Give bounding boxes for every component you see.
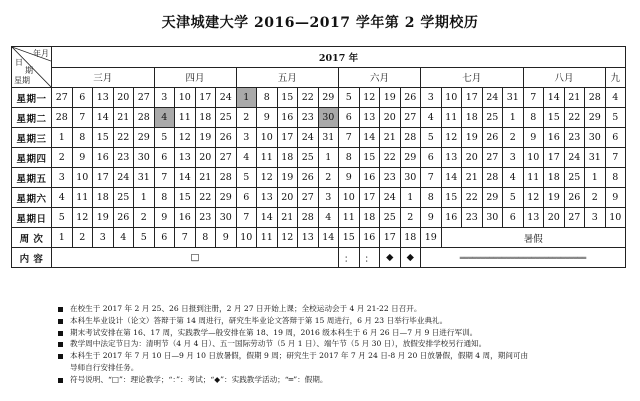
day-cell: 4 bbox=[318, 208, 339, 228]
day-cell: 1 bbox=[585, 168, 606, 188]
day-cell: 28 bbox=[482, 168, 503, 188]
day-cell: 6 bbox=[154, 148, 175, 168]
page-title: 天津城建大学 2016—2017 学年第 2 学期校历 bbox=[161, 15, 479, 31]
day-cell: 8 bbox=[605, 168, 626, 188]
year-header: 2017 年 bbox=[52, 47, 626, 68]
day-cell: 20 bbox=[195, 148, 216, 168]
day-cell: 8 bbox=[421, 188, 442, 208]
day-cell: 18 bbox=[93, 188, 114, 208]
day-cell: 27 bbox=[52, 88, 73, 108]
content-row bbox=[12, 248, 626, 268]
day-cell: 31 bbox=[503, 88, 524, 108]
day-cell: 2 bbox=[52, 148, 73, 168]
day-cell: 3 bbox=[52, 168, 73, 188]
day-cell: 5 bbox=[52, 208, 73, 228]
day-cell: 15 bbox=[277, 88, 298, 108]
day-cell: 14 bbox=[544, 88, 565, 108]
week-number: 5 bbox=[134, 228, 155, 248]
day-cell: 26 bbox=[564, 188, 585, 208]
week-number: 3 bbox=[93, 228, 114, 248]
day-cell: 12 bbox=[441, 128, 462, 148]
day-cell: 30 bbox=[482, 208, 503, 228]
day-cell: 22 bbox=[113, 128, 134, 148]
day-cell: 12 bbox=[72, 208, 93, 228]
week-number: 9 bbox=[216, 228, 237, 248]
day-cell: 4 bbox=[236, 148, 257, 168]
week-number: 14 bbox=[318, 228, 339, 248]
day-cell: 30 bbox=[216, 208, 237, 228]
day-cell: 16 bbox=[277, 108, 298, 128]
day-cell: 21 bbox=[113, 108, 134, 128]
day-cell: 9 bbox=[154, 208, 175, 228]
day-cell: 10 bbox=[523, 148, 544, 168]
corner-day-label: 日 bbox=[15, 58, 23, 67]
day-cell: 14 bbox=[257, 208, 278, 228]
day-cell: 27 bbox=[216, 148, 237, 168]
month-header: 四月 bbox=[154, 67, 236, 88]
day-cell: 29 bbox=[318, 88, 339, 108]
day-cell: 11 bbox=[257, 148, 278, 168]
week-number: 12 bbox=[277, 228, 298, 248]
day-cell: 2 bbox=[134, 208, 155, 228]
day-cell: 26 bbox=[482, 128, 503, 148]
day-cell: 6 bbox=[605, 128, 626, 148]
week-number: 17 bbox=[380, 228, 401, 248]
day-cell: 26 bbox=[216, 128, 237, 148]
day-cell: 14 bbox=[93, 108, 114, 128]
weekday-row bbox=[12, 208, 626, 228]
day-cell: 24 bbox=[113, 168, 134, 188]
day-cell: 27 bbox=[298, 188, 319, 208]
day-cell: 17 bbox=[93, 168, 114, 188]
day-cell: 9 bbox=[257, 108, 278, 128]
weekday-label: 星期六 bbox=[12, 188, 52, 208]
exam-mark: ： bbox=[359, 248, 380, 268]
day-cell: 3 bbox=[421, 88, 442, 108]
day-cell: 23 bbox=[380, 168, 401, 188]
day-cell: 28 bbox=[400, 128, 421, 148]
day-cell: 21 bbox=[277, 208, 298, 228]
day-cell: 24 bbox=[482, 88, 503, 108]
day-cell: 7 bbox=[421, 168, 442, 188]
week-number: 13 bbox=[298, 228, 319, 248]
day-cell: 2 bbox=[400, 208, 421, 228]
day-cell: 6 bbox=[421, 148, 442, 168]
day-cell: 18 bbox=[195, 108, 216, 128]
week-number: 1 bbox=[52, 228, 73, 248]
day-cell: 9 bbox=[523, 128, 544, 148]
day-cell: 11 bbox=[339, 208, 360, 228]
day-cell: 3 bbox=[318, 188, 339, 208]
day-cell: 17 bbox=[359, 188, 380, 208]
week-row bbox=[12, 228, 626, 248]
day-cell: 18 bbox=[544, 168, 565, 188]
day-cell: 12 bbox=[359, 88, 380, 108]
day-cell: 20 bbox=[277, 188, 298, 208]
exam-mark: ： bbox=[339, 248, 360, 268]
day-cell: 22 bbox=[462, 188, 483, 208]
day-cell: 18 bbox=[277, 148, 298, 168]
teaching-mark: □ bbox=[52, 248, 339, 268]
day-cell: 16 bbox=[359, 168, 380, 188]
day-cell: 1 bbox=[52, 128, 73, 148]
day-cell: 15 bbox=[441, 188, 462, 208]
day-cell: 29 bbox=[134, 128, 155, 148]
day-cell: 13 bbox=[441, 148, 462, 168]
day-cell: 19 bbox=[380, 88, 401, 108]
day-cell: 7 bbox=[523, 88, 544, 108]
day-cell: 17 bbox=[462, 88, 483, 108]
day-cell: 23 bbox=[462, 208, 483, 228]
day-cell: 19 bbox=[93, 208, 114, 228]
day-cell: 10 bbox=[339, 188, 360, 208]
day-cell: 4 bbox=[154, 108, 175, 128]
weekday-row bbox=[12, 168, 626, 188]
day-cell: 25 bbox=[216, 108, 237, 128]
day-cell: 2 bbox=[503, 128, 524, 148]
note-item: 教学周中法定节日为：清明节（4 月 4 日）、五一国际劳动节（5 月 1 日）、端午节（5 月 30 日），放假安排学校另行通知。 bbox=[58, 338, 618, 350]
day-cell: 18 bbox=[359, 208, 380, 228]
day-cell: 3 bbox=[585, 208, 606, 228]
day-cell: 5 bbox=[236, 168, 257, 188]
day-cell: 24 bbox=[298, 128, 319, 148]
week-number: 15 bbox=[339, 228, 360, 248]
weekday-label: 星期一 bbox=[12, 88, 52, 108]
day-cell: 30 bbox=[585, 128, 606, 148]
day-cell: 28 bbox=[298, 208, 319, 228]
day-cell: 13 bbox=[359, 108, 380, 128]
day-cell: 28 bbox=[52, 108, 73, 128]
day-cell: 13 bbox=[93, 88, 114, 108]
day-cell: 5 bbox=[339, 88, 360, 108]
day-cell: 14 bbox=[359, 128, 380, 148]
day-cell: 17 bbox=[544, 148, 565, 168]
day-cell: 4 bbox=[605, 88, 626, 108]
weekday-label: 星期五 bbox=[12, 168, 52, 188]
day-cell: 1 bbox=[400, 188, 421, 208]
day-cell: 29 bbox=[585, 108, 606, 128]
day-cell: 4 bbox=[421, 108, 442, 128]
day-cell: 13 bbox=[257, 188, 278, 208]
day-cell: 5 bbox=[503, 188, 524, 208]
day-cell: 31 bbox=[318, 128, 339, 148]
day-cell: 13 bbox=[523, 208, 544, 228]
day-cell: 27 bbox=[134, 88, 155, 108]
day-cell: 12 bbox=[175, 128, 196, 148]
day-cell: 26 bbox=[298, 168, 319, 188]
day-cell: 15 bbox=[93, 128, 114, 148]
day-cell: 1 bbox=[318, 148, 339, 168]
day-cell: 23 bbox=[564, 128, 585, 148]
day-cell: 3 bbox=[503, 148, 524, 168]
weekday-row bbox=[12, 148, 626, 168]
weekday-label: 星期二 bbox=[12, 108, 52, 128]
day-cell: 3 bbox=[154, 88, 175, 108]
practice-mark: ◆ bbox=[380, 248, 401, 268]
day-grid bbox=[12, 88, 626, 228]
day-cell: 6 bbox=[72, 88, 93, 108]
month-header: 六月 bbox=[339, 67, 421, 88]
day-cell: 16 bbox=[175, 208, 196, 228]
day-cell: 10 bbox=[605, 208, 626, 228]
day-cell: 6 bbox=[503, 208, 524, 228]
day-cell: 24 bbox=[564, 148, 585, 168]
day-cell: 30 bbox=[400, 168, 421, 188]
day-cell: 3 bbox=[236, 128, 257, 148]
day-cell: 1 bbox=[134, 188, 155, 208]
day-cell: 25 bbox=[482, 108, 503, 128]
day-cell: 2 bbox=[236, 108, 257, 128]
table-corner bbox=[12, 47, 52, 88]
note-item: 在校生于 2017 年 2 月 25、26 日报到注册，2 月 27 日开始上课；全校运动会于 4 月 21-22 日召开。 bbox=[58, 303, 618, 315]
day-cell: 7 bbox=[236, 208, 257, 228]
day-cell: 22 bbox=[564, 108, 585, 128]
day-cell: 7 bbox=[605, 148, 626, 168]
day-cell: 11 bbox=[72, 188, 93, 208]
day-cell: 20 bbox=[544, 208, 565, 228]
day-cell: 11 bbox=[523, 168, 544, 188]
day-cell: 11 bbox=[441, 108, 462, 128]
month-header: 七月 bbox=[421, 67, 524, 88]
weekday-row bbox=[12, 128, 626, 148]
vacation-label: 暑假 bbox=[441, 228, 626, 248]
notes-section bbox=[58, 303, 618, 386]
week-number: 18 bbox=[400, 228, 421, 248]
day-cell: 8 bbox=[72, 128, 93, 148]
week-number: 11 bbox=[257, 228, 278, 248]
day-cell: 9 bbox=[421, 208, 442, 228]
weekday-label: 星期四 bbox=[12, 148, 52, 168]
day-cell: 7 bbox=[154, 168, 175, 188]
day-cell: 19 bbox=[462, 128, 483, 148]
day-cell: 5 bbox=[421, 128, 442, 148]
day-cell: 26 bbox=[400, 88, 421, 108]
day-cell: 1 bbox=[236, 88, 257, 108]
day-cell: 14 bbox=[441, 168, 462, 188]
day-cell: 23 bbox=[298, 108, 319, 128]
day-cell: 31 bbox=[585, 148, 606, 168]
week-number: 19 bbox=[421, 228, 442, 248]
day-cell: 7 bbox=[339, 128, 360, 148]
day-cell: 21 bbox=[380, 128, 401, 148]
day-cell: 15 bbox=[175, 188, 196, 208]
note-item-continued: 导师自行安排任务。 bbox=[70, 362, 139, 372]
day-cell: 9 bbox=[72, 148, 93, 168]
day-cell: 22 bbox=[380, 148, 401, 168]
day-cell: 29 bbox=[482, 188, 503, 208]
day-cell: 19 bbox=[277, 168, 298, 188]
day-cell: 17 bbox=[195, 88, 216, 108]
day-cell: 9 bbox=[339, 168, 360, 188]
day-cell: 22 bbox=[298, 88, 319, 108]
month-header: 八月 bbox=[523, 67, 605, 88]
corner-day-label-2: 期 bbox=[25, 66, 33, 75]
day-cell: 16 bbox=[441, 208, 462, 228]
day-cell: 18 bbox=[462, 108, 483, 128]
corner-weekday-label: 星期 bbox=[14, 76, 30, 85]
day-cell: 7 bbox=[72, 108, 93, 128]
month-header: 九 bbox=[605, 67, 626, 88]
day-cell: 2 bbox=[318, 168, 339, 188]
day-cell: 10 bbox=[257, 128, 278, 148]
day-cell: 21 bbox=[462, 168, 483, 188]
day-cell: 30 bbox=[134, 148, 155, 168]
month-header: 三月 bbox=[52, 67, 155, 88]
day-cell: 23 bbox=[195, 208, 216, 228]
week-label: 周 次 bbox=[12, 228, 52, 248]
day-cell: 28 bbox=[216, 168, 237, 188]
day-cell: 22 bbox=[195, 188, 216, 208]
day-cell: 29 bbox=[216, 188, 237, 208]
day-cell: 8 bbox=[339, 148, 360, 168]
week-number: 6 bbox=[154, 228, 175, 248]
note-item: 本科生于 2017 年 7 月 10 日—9 月 10 日放暑假，假期 9 周；研究生于 2017 年 7 月 24 日-8 月 20 日放暑假，假期 4 周，期间可由 bbox=[58, 350, 618, 362]
day-cell: 14 bbox=[175, 168, 196, 188]
day-cell: 8 bbox=[257, 88, 278, 108]
day-cell: 13 bbox=[175, 148, 196, 168]
day-cell: 8 bbox=[154, 188, 175, 208]
day-cell: 2 bbox=[585, 188, 606, 208]
day-cell: 17 bbox=[277, 128, 298, 148]
day-cell: 1 bbox=[503, 108, 524, 128]
day-cell: 20 bbox=[113, 88, 134, 108]
note-item: 期末考试安排在第 16、17 周，实践教学—般安排在第 18、19 周，2016 级本科生于 6 月 26 日—7 月 9 日进行军训。 bbox=[58, 327, 618, 339]
content-label: 内 容 bbox=[12, 248, 52, 268]
day-cell: 21 bbox=[564, 88, 585, 108]
day-cell: 21 bbox=[195, 168, 216, 188]
day-cell: 23 bbox=[113, 148, 134, 168]
day-cell: 25 bbox=[298, 148, 319, 168]
day-cell: 16 bbox=[93, 148, 114, 168]
day-cell: 9 bbox=[605, 188, 626, 208]
day-cell: 28 bbox=[134, 108, 155, 128]
day-cell: 29 bbox=[400, 148, 421, 168]
day-cell: 24 bbox=[216, 88, 237, 108]
week-number: 10 bbox=[236, 228, 257, 248]
calendar-table bbox=[11, 46, 626, 268]
day-cell: 26 bbox=[113, 208, 134, 228]
day-cell: 28 bbox=[585, 88, 606, 108]
weekday-row bbox=[12, 188, 626, 208]
day-cell: 5 bbox=[154, 128, 175, 148]
month-header: 五月 bbox=[236, 67, 339, 88]
week-number: 16 bbox=[359, 228, 380, 248]
day-cell: 25 bbox=[113, 188, 134, 208]
day-cell: 5 bbox=[605, 108, 626, 128]
day-cell: 16 bbox=[544, 128, 565, 148]
weekday-row bbox=[12, 108, 626, 128]
holiday-mark: ══════════════════════════════ bbox=[421, 248, 626, 268]
day-cell: 8 bbox=[523, 108, 544, 128]
day-cell: 19 bbox=[195, 128, 216, 148]
day-cell: 27 bbox=[564, 208, 585, 228]
day-cell: 31 bbox=[134, 168, 155, 188]
day-cell: 27 bbox=[482, 148, 503, 168]
day-cell: 12 bbox=[523, 188, 544, 208]
day-cell: 11 bbox=[175, 108, 196, 128]
corner-month-label: 年月 bbox=[33, 49, 49, 58]
day-cell: 20 bbox=[462, 148, 483, 168]
day-cell: 10 bbox=[72, 168, 93, 188]
week-number: 7 bbox=[175, 228, 196, 248]
day-cell: 20 bbox=[380, 108, 401, 128]
day-cell: 25 bbox=[564, 168, 585, 188]
day-cell: 24 bbox=[380, 188, 401, 208]
day-cell: 12 bbox=[257, 168, 278, 188]
day-cell: 6 bbox=[236, 188, 257, 208]
week-number: 4 bbox=[113, 228, 134, 248]
note-item: 符号说明、“□”：理论教学；“：”：考试；“◆”：实践教学活动；“═”：假期。 bbox=[58, 374, 618, 386]
weekday-label: 星期三 bbox=[12, 128, 52, 148]
day-cell: 4 bbox=[52, 188, 73, 208]
day-cell: 30 bbox=[318, 108, 339, 128]
day-cell: 15 bbox=[544, 108, 565, 128]
note-item: 本科生毕业设计（论文）答辩于第 14 周进行，研究生毕业论文答辩于第 15 周进行，6 月 23 日举行毕业典礼。 bbox=[58, 315, 618, 327]
weekday-row bbox=[12, 88, 626, 108]
day-cell: 10 bbox=[441, 88, 462, 108]
day-cell: 25 bbox=[380, 208, 401, 228]
week-number: 2 bbox=[72, 228, 93, 248]
day-cell: 15 bbox=[359, 148, 380, 168]
practice-mark: ◆ bbox=[400, 248, 421, 268]
weekday-label: 星期日 bbox=[12, 208, 52, 228]
day-cell: 27 bbox=[400, 108, 421, 128]
week-number: 8 bbox=[195, 228, 216, 248]
day-cell: 19 bbox=[544, 188, 565, 208]
day-cell: 10 bbox=[175, 88, 196, 108]
day-cell: 6 bbox=[339, 108, 360, 128]
day-cell: 4 bbox=[503, 168, 524, 188]
